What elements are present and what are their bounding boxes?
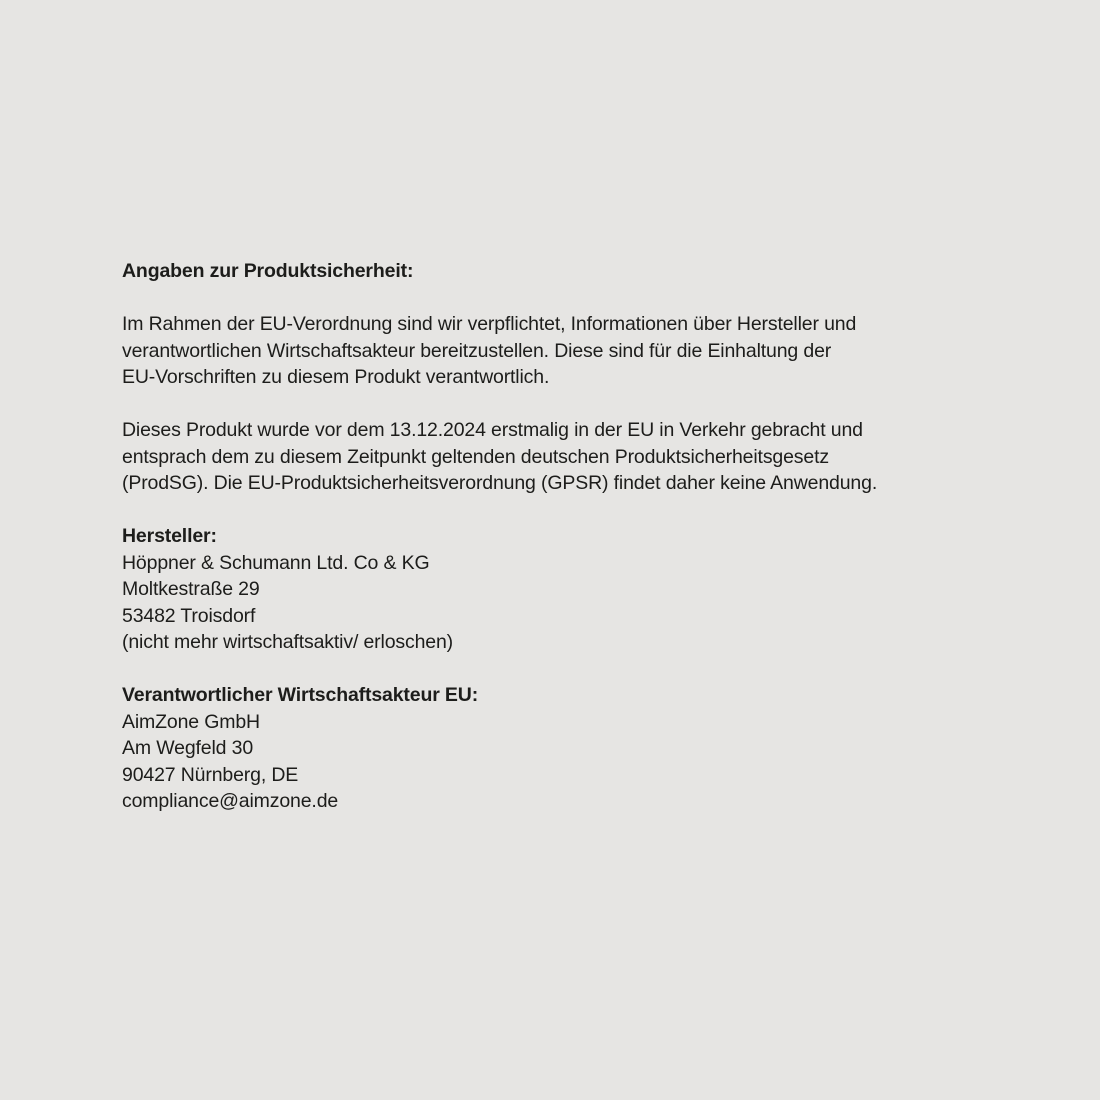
paragraph-line: verantwortlichen Wirtschaftsakteur bereitzustellen. Diese sind für die Einhaltung der bbox=[122, 339, 832, 362]
paragraph-line: (ProdSG). Die EU-Produktsicherheitsverordnung (GPSR) findet daher keine Anwendung. bbox=[122, 472, 878, 494]
manufacturer-city: 53482 Troisdorf bbox=[122, 604, 256, 627]
legal-paragraph bbox=[122, 417, 1022, 497]
responsible-operator-street: Am Wegfeld 30 bbox=[122, 737, 254, 759]
responsible-operator-name: AimZone GmbH bbox=[122, 710, 260, 733]
responsible-operator-block bbox=[122, 682, 1022, 815]
manufacturer-status-note: (nicht mehr wirtschaftsaktiv/ erloschen) bbox=[122, 631, 454, 653]
paragraph-line: entsprach dem zu diesem Zeitpunkt geltenden deutschen Produktsicherheitsgesetz bbox=[122, 445, 829, 468]
manufacturer-block bbox=[122, 523, 1022, 656]
responsible-operator-email: compliance@aimzone.de bbox=[122, 790, 339, 812]
product-safety-info bbox=[122, 258, 1022, 815]
paragraph-line: Dieses Produkt wurde vor dem 13.12.2024 erstmalig in der EU in Verkehr gebracht und bbox=[122, 419, 863, 441]
responsible-operator-city: 90427 Nürnberg, DE bbox=[122, 763, 299, 786]
paragraph-line: EU-Vorschriften zu diesem Produkt verantwortlich. bbox=[122, 366, 550, 388]
manufacturer-heading: Hersteller: bbox=[122, 525, 217, 547]
section-title: Angaben zur Produktsicherheit: bbox=[122, 260, 414, 282]
intro-paragraph bbox=[122, 311, 1022, 391]
title-block bbox=[122, 258, 1022, 285]
manufacturer-name: Höppner & Schumann Ltd. Co & KG bbox=[122, 551, 430, 574]
paragraph-line: Im Rahmen der EU-Verordnung sind wir verpflichtet, Informationen über Hersteller und bbox=[122, 313, 857, 335]
responsible-operator-heading: Verantwortlicher Wirtschaftsakteur EU: bbox=[122, 684, 479, 706]
manufacturer-street: Moltkestraße 29 bbox=[122, 578, 260, 600]
